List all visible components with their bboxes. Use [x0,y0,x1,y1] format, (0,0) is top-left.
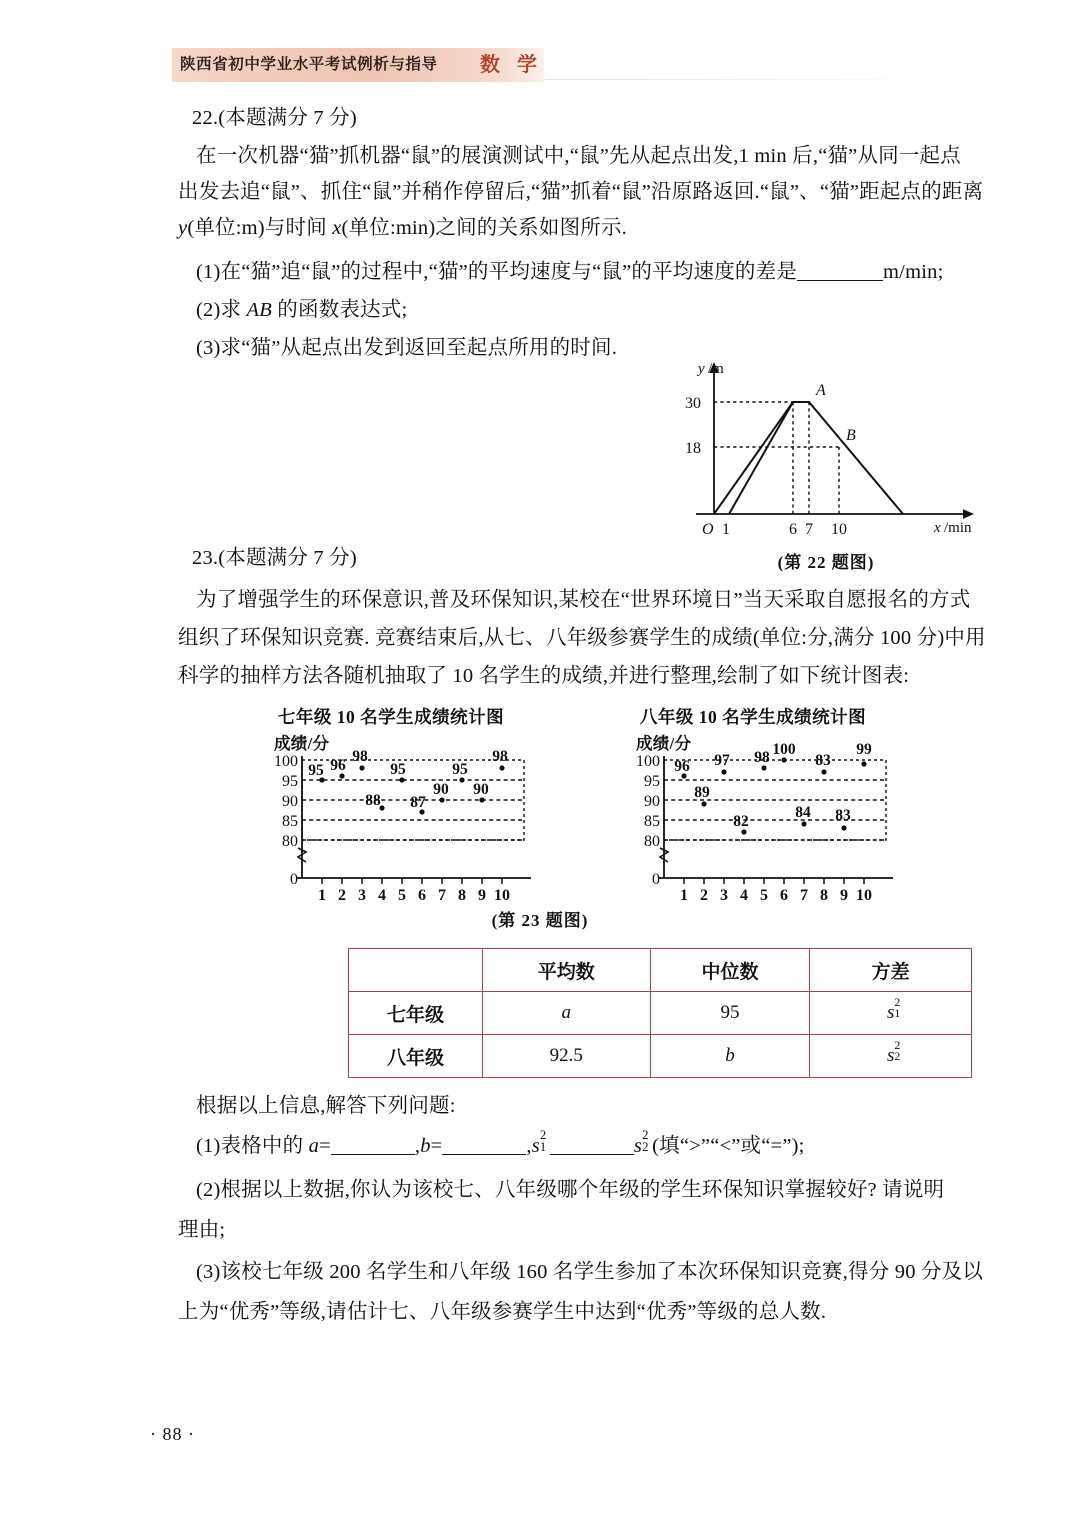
q22-part1-text: (1)在“猫”追“鼠”的过程中,“猫”的平均速度与“鼠”的平均速度的差是 [196,261,798,283]
grade8-variance-base: s [886,1045,895,1066]
svg-text:y: y [698,361,705,377]
table-row [349,1035,972,1078]
footer-dot-right: · [188,1424,195,1444]
svg-text:O: O [702,521,714,538]
footer-dot-left: · [150,1424,157,1444]
q22-number-line [192,108,357,129]
subject-title: 数 学 [480,54,543,76]
svg-text:10: 10 [831,521,847,538]
q23-answer-blank-b[interactable] [442,1154,526,1155]
svg-text:90: 90 [282,793,298,810]
svg-text:95: 95 [644,773,660,790]
q23-number-line [192,548,357,569]
q22-part1-unit: m/min; [883,261,944,283]
table-row [349,992,972,1035]
svg-text:0: 0 [290,871,298,888]
svg-text:6: 6 [780,887,788,904]
q23-var1-base: s [531,1135,540,1157]
row-label-grade8: 八年级 [349,1035,483,1078]
svg-text:83: 83 [835,807,851,824]
svg-text:2: 2 [700,887,708,904]
svg-text:x: x [934,520,941,536]
table-header-variance: 方差 [810,949,972,992]
svg-text:6: 6 [418,887,426,904]
q22-segment-ab: AB [246,299,272,321]
svg-text:1: 1 [318,887,326,904]
grade8-median-cell: b [650,1035,810,1078]
q23-part-3: (3)该校七年级 200 名学生和八年级 160 名学生参加了本次环保知识竞赛,得分 90 分及以 [196,1261,984,1283]
grade7-chart-title: 七年级 10 名学生成绩统计图 [277,707,505,727]
svg-text:84: 84 [795,804,811,821]
svg-text:5: 5 [398,887,406,904]
svg-text:95: 95 [308,762,324,779]
svg-text:9: 9 [840,887,848,904]
grade7-variance-sup: 2 [894,995,901,1009]
fig22-svg [676,362,976,552]
svg-text:98: 98 [754,749,770,766]
svg-text:/min: /min [944,520,972,536]
svg-text:2: 2 [338,887,346,904]
q23-number: 23. [192,547,219,569]
table-corner-cell [349,949,483,992]
svg-text:0: 0 [652,871,660,888]
svg-text:90: 90 [433,781,449,798]
grade7-mean-cell: a [482,992,650,1035]
grade8-mean-cell: 92.5 [482,1035,650,1078]
q22-stem-post: (单位:min)之间的关系如图所示. [341,217,628,239]
q23-var-b: b [420,1135,431,1157]
q23-stem-line-2: 组织了环保知识竞赛. 竞赛结束后,从七、八年级参赛学生的成绩(单位:分,满分 100 分)中用 [178,627,986,649]
svg-text:95: 95 [452,761,468,778]
svg-text:A: A [816,382,826,399]
svg-text:3: 3 [720,887,728,904]
grade7-variance-cell [810,992,972,1035]
q22-part2-pre: (2)求 [196,299,247,321]
q23-prompt: 根据以上信息,解答下列问题: [196,1095,456,1117]
q22-stem-line-2: 出发去追“鼠”、抓住“鼠”并稍作停留后,“猫”抓着“鼠”沿原路返回.“鼠”、“猫”距起点的距离 [178,181,984,203]
grade8-variance-sub: 2 [894,1049,901,1063]
q23-var1-sup: 2 [539,1128,547,1143]
svg-text:85: 85 [644,813,660,830]
svg-text:/m: /m [708,361,724,377]
q22-var-y: y [178,217,188,239]
q23-var1-sub: 1 [539,1140,547,1155]
q23-part-1 [196,1128,805,1157]
svg-text:98: 98 [352,748,368,765]
q22-stem-line-3 [178,218,627,239]
svg-text:95: 95 [282,773,298,790]
q23-var2-sub: 2 [642,1140,649,1155]
svg-text:96: 96 [330,757,346,774]
svg-text:6: 6 [789,521,797,538]
q23-part1-tail: (填“>”“<”或“=”); [652,1135,805,1157]
svg-text:7: 7 [800,887,808,904]
statistics-table [348,948,972,1078]
svg-text:100: 100 [636,753,660,770]
svg-text:7: 7 [438,887,446,904]
q22-part2-post: 的函数表达式; [271,299,408,321]
q22-stem-mid: (单位:m)与时间 [187,217,333,239]
svg-text:4: 4 [740,887,748,904]
grade8-y-axis-label: 成绩/分 [636,734,692,753]
page-header [0,48,1080,88]
svg-text:83: 83 [815,752,831,769]
svg-text:7: 7 [805,521,813,538]
fig23-caption: (第 23 题图) [491,911,589,930]
grade7-chart-svg [246,748,536,904]
page-number: 88 [162,1424,183,1444]
q23-eq-1: = [319,1135,331,1157]
q22-part-3: (3)求“猫”从起点出发到返回至起点所用的时间. [196,337,618,359]
svg-text:100: 100 [274,753,298,770]
svg-text:18: 18 [685,440,701,457]
grade8-score-chart [608,704,898,904]
svg-text:80: 80 [644,833,660,850]
q22-stem-line-1: 在一次机器“猫”抓机器“鼠”的展演测试中,“鼠”先从起点出发,1 min 后,“猫”从同一起点 [196,145,961,167]
q22-number: 22. [192,107,219,129]
svg-text:95: 95 [390,761,406,778]
grade7-variance-sub: 1 [894,1006,901,1020]
svg-text:98: 98 [492,748,508,765]
q23-part1-pre: (1)表格中的 [196,1135,309,1157]
svg-text:87: 87 [410,794,426,811]
q23-part-2-cont: 理由; [178,1219,226,1241]
q23-var2-sup: 2 [642,1128,649,1143]
grade7-median-cell: 95 [650,992,810,1035]
svg-text:10: 10 [494,887,510,904]
q23-answer-blank-compare[interactable] [550,1154,634,1155]
q22-var-x: x [332,217,342,239]
table-header-mean: 平均数 [482,949,650,992]
grade8-variance-cell [810,1035,972,1078]
q22-part-1 [196,262,943,283]
svg-text:100: 100 [772,741,796,758]
q23-part-3-cont: 上为“优秀”等级,请估计七、八年级参赛学生中达到“优秀”等级的总人数. [178,1301,827,1323]
svg-text:96: 96 [674,758,690,775]
grade7-variance-base: s [886,1002,895,1023]
svg-text:30: 30 [685,395,701,412]
svg-text:8: 8 [820,887,828,904]
svg-text:85: 85 [282,813,298,830]
table-header-row [349,949,972,992]
q23-variance-1 [531,1128,547,1157]
q22-answer-blank-1[interactable] [797,280,883,281]
q22-part-2 [196,300,407,321]
q23-stem-line-1: 为了增强学生的环保意识,普及环保知识,某校在“世界环境日”当天采取自愿报名的方式 [196,589,971,611]
header-divider [545,79,937,80]
svg-text:82: 82 [733,813,749,830]
svg-text:10: 10 [856,887,872,904]
svg-text:1: 1 [722,521,730,538]
svg-text:1: 1 [680,887,688,904]
svg-text:90: 90 [473,781,489,798]
row-label-grade7: 七年级 [349,992,483,1035]
svg-text:99: 99 [856,741,872,758]
book-title: 陕西省初中学业水平考试例析与指导 [180,56,438,73]
svg-text:97: 97 [714,752,730,769]
q23-comma-1: , [414,1135,421,1157]
q22-marks: (本题满分 7 分) [218,107,357,129]
fig22-caption: (第 22 题图) [777,553,875,572]
q23-eq-2: = [430,1135,443,1157]
q23-variance-2 [633,1128,649,1157]
q23-answer-blank-a[interactable] [331,1154,415,1155]
q23-part-2: (2)根据以上数据,你认为该校七、八年级哪个年级的学生环保知识掌握较好? 请说明 [196,1179,945,1201]
grade7-score-chart [246,704,536,904]
svg-text:80: 80 [282,833,298,850]
q23-var-a: a [308,1135,320,1157]
q23-marks: (本题满分 7 分) [218,547,357,569]
svg-text:8: 8 [458,887,466,904]
svg-text:3: 3 [358,887,366,904]
svg-text:90: 90 [644,793,660,810]
grade8-variance-sup: 2 [894,1038,901,1052]
page-footer [150,1424,390,1445]
svg-text:5: 5 [760,887,768,904]
svg-text:88: 88 [365,792,381,809]
grade8-chart-title: 八年级 10 名学生成绩统计图 [639,707,867,727]
question-22-figure [676,362,976,562]
svg-text:89: 89 [694,784,710,801]
svg-text:9: 9 [478,887,486,904]
q23-comma-2: , [526,1135,532,1157]
table-header-median: 中位数 [650,949,810,992]
q23-stem-line-3: 科学的抽样方法各随机抽取了 10 名学生的成绩,并进行整理,绘制了如下统计图表: [178,665,910,687]
grade7-y-axis-label: 成绩/分 [274,734,330,753]
svg-text:4: 4 [378,887,386,904]
svg-text:B: B [846,427,856,444]
q23-var2-base: s [633,1135,643,1157]
